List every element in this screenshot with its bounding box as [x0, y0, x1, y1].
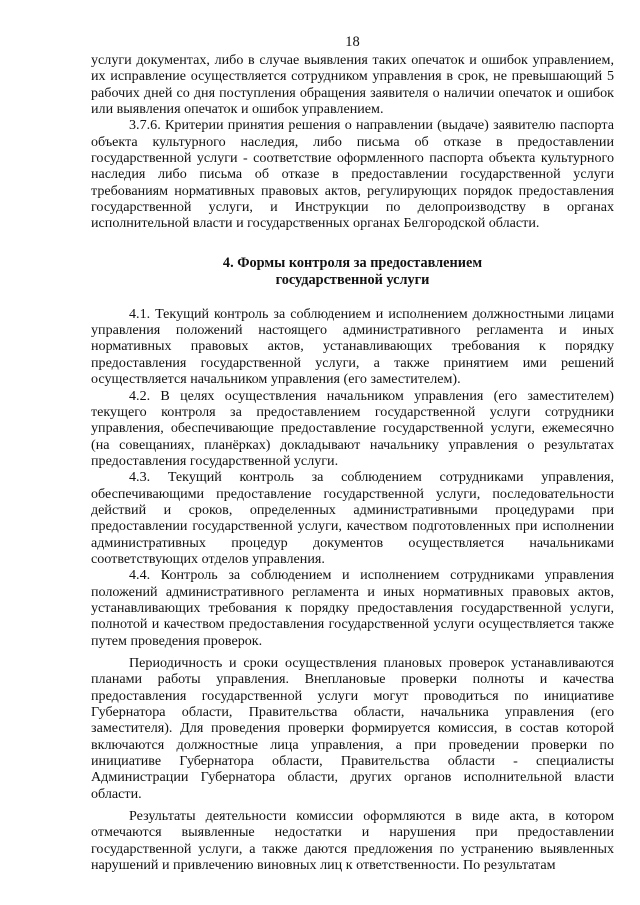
paragraph-continuation: услуги документах, либо в случае выявления таких опечаток и ошибок управлением, их исправление осуществляется сотрудником управления в срок, не превышающий 5 рабочих дней со дня поступления обращения заявителя о наличии опечаток и ошибок или выявления опечаток и ошибок управлением.: [91, 52, 614, 118]
paragraph-results: Результаты деятельности комиссии оформляются в виде акта, в котором отмечаются выявленные недостатки и нарушения при предоставлении государственной услуги, а также даются предложения по устранению выявленных нарушений и привлечению виновных лиц к ответственности. По результатам: [91, 808, 614, 874]
paragraph-4-4: 4.4. Контроль за соблюдением и исполнением сотрудниками управления положений административного регламента и иных нормативных правовых актов, устанавливающих требования к порядку предоставления государственной услуги, полнотой и качеством предоставления государственной услуги осуществляется также путем проведения проверок.: [91, 567, 614, 649]
page-number: 18: [345, 34, 360, 50]
paragraph-3-7-6: 3.7.6. Критерии принятия решения о направлении (выдаче) заявителю паспорта объекта культурного наследия, либо письма об отказе в предоставлении государственной услуги - соответствие оформленного паспорта объекта культурного наследия либо письма об отказе в предоставлении государственной услуги требованиям нормативных правовых актов, регулирующих порядок предоставления государственной услуги, и Инструкции по делопроизводству в органах исполнительной власти и государственных органах Белгородской области.: [91, 117, 614, 232]
paragraph-4-2: 4.2. В целях осуществления начальником управления (его заместителем) текущего контроля за предоставлением государственной услуги сотрудники управления, обеспечивающие предоставление государственной услуги, ежемесячно (на совещаниях, планёрках) докладывают начальнику управления о результатах предоставления государственной услуги.: [91, 387, 614, 469]
paragraph-4-1: 4.1. Текущий контроль за соблюдением и исполнением должностными лицами управления положений настоящего административного регламента и иных нормативных правовых актов, устанавливающих требования к порядку предоставления государственной услуги, а также принятием ими решений осуществляется начальником управления (его заместителем).: [91, 305, 614, 388]
section-heading-line-1: 4. Формы контроля за предоставлением: [222, 254, 483, 271]
section-heading-line-2: государственной услуги: [275, 271, 430, 288]
paragraph-4-3: 4.3. Текущий контроль за соблюдением сотрудниками управления, обеспечивающими предоставление государственной услуги, последовательности действий и сроков, определенных административными процедурами при предоставлении государственной услуги, качеством подготовленных при исполнении административных процедур документов осуществляется начальниками соответствующих отделов управления.: [91, 469, 614, 567]
section-heading: [91, 255, 614, 289]
paragraph-periodicity: Периодичность и сроки осуществления плановых проверок устанавливаются планами работы управления. Внеплановые проверки полноты и качества предоставления государственной услуги могут проводиться по инициативе Губернатора области, Правительства области, начальника управления (его заместителя). Для проведения проверки формируется комиссия, в состав которой включаются должностные лица управления, а при проведении проверки по инициативе Губернатора области, Правительства области - специалисты Администрации Губернатора области, других органов исполнительной власти области.: [91, 655, 614, 802]
